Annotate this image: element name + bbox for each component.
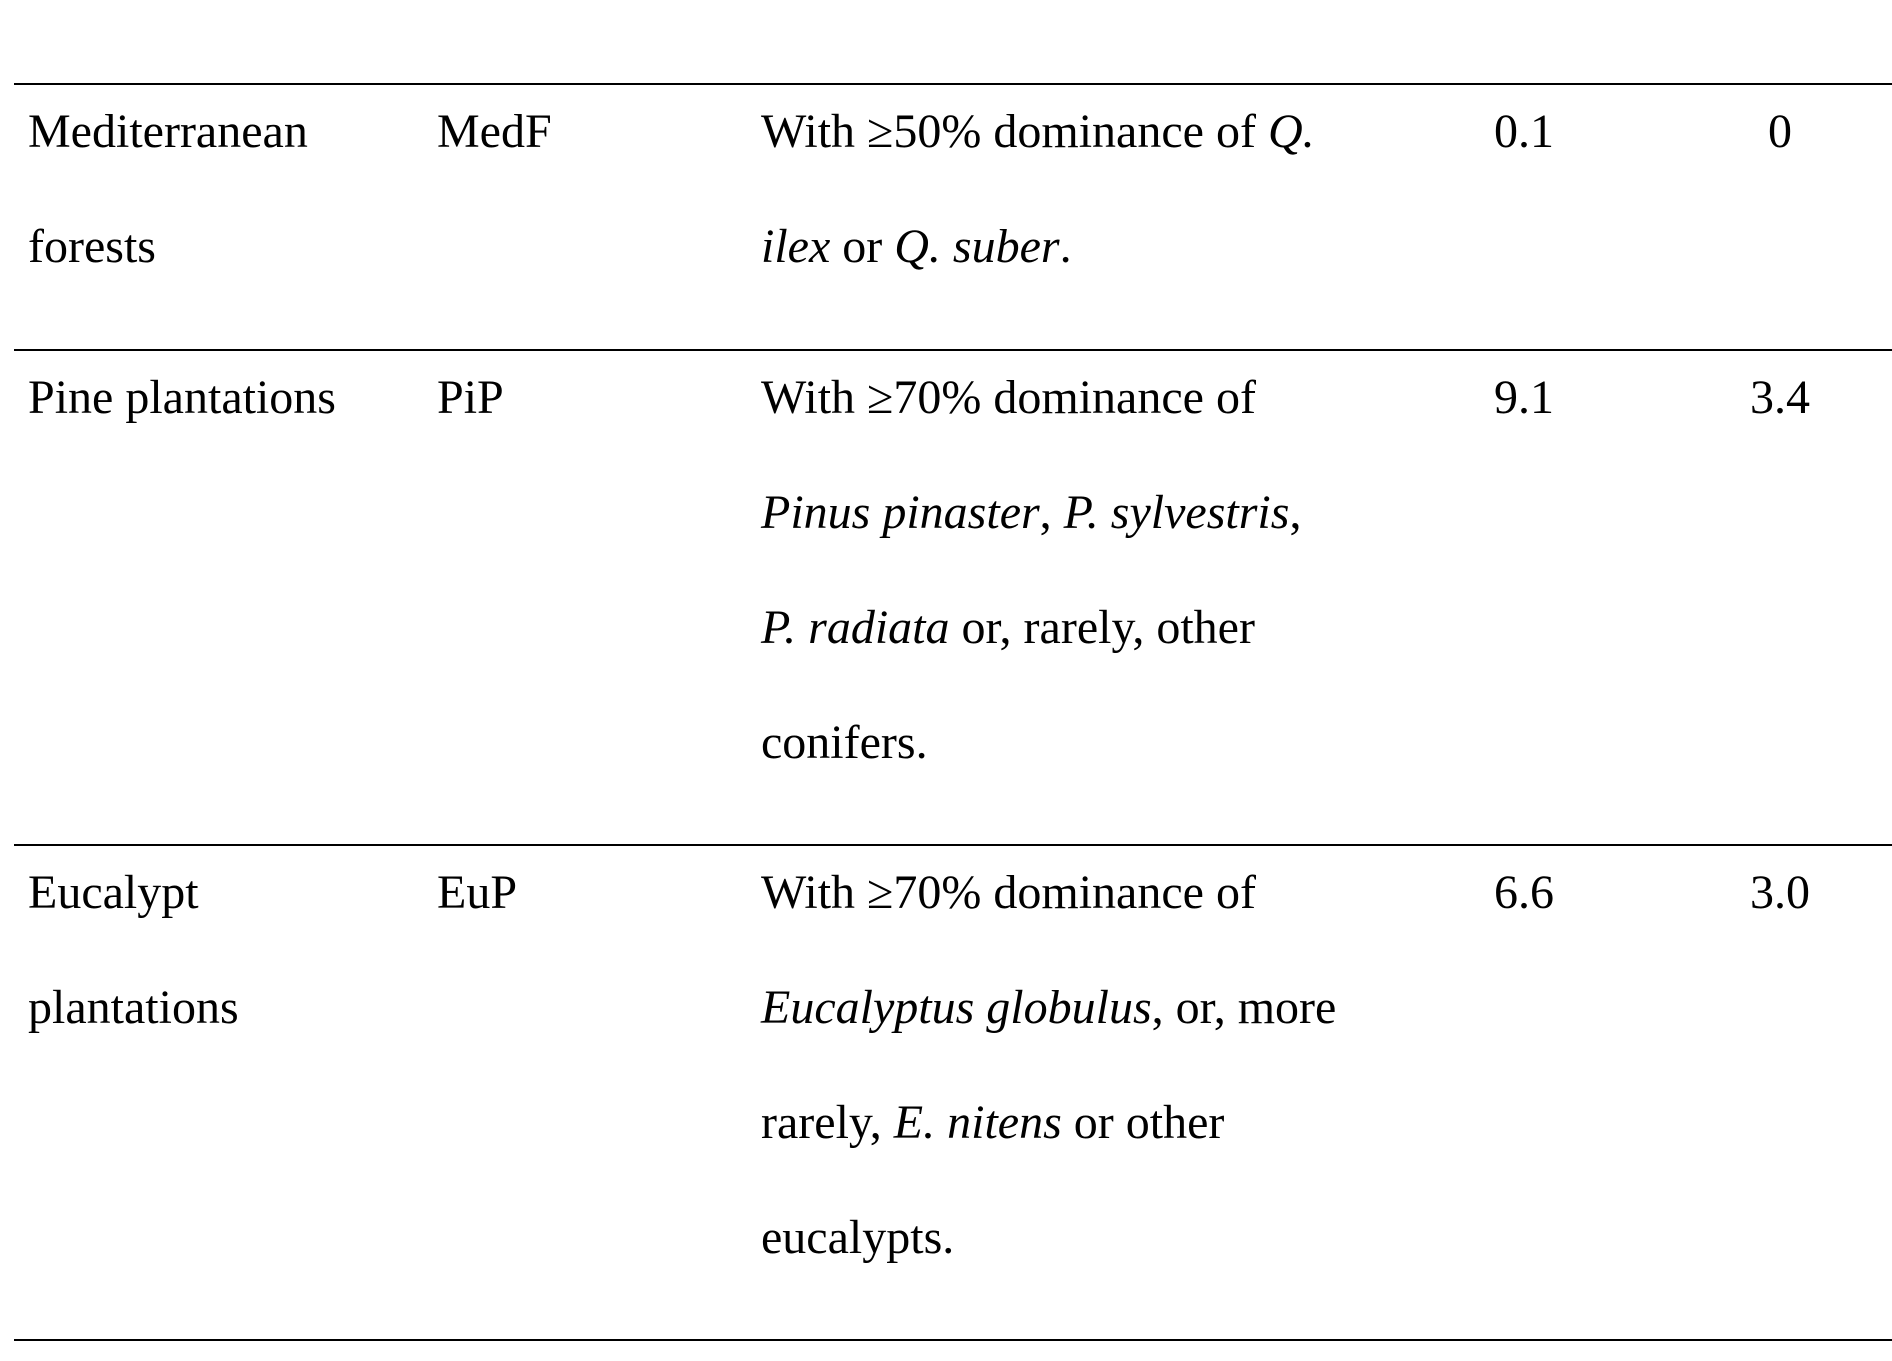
species-name-text: P. radiata [761,601,950,654]
species-name-text: Pinus pinaster [761,486,1040,539]
description-text: . [1059,220,1072,273]
description-text: or [830,220,895,273]
habitat-name-line: Mediterranean [28,105,308,158]
description-text: rarely, [761,1096,894,1149]
habitat-name-cell [28,74,308,304]
value-b-cell: 3.4 [1750,371,1810,424]
habitat-description-cell [761,74,1315,304]
species-name-text: Eucalyptus globulus [761,981,1152,1034]
habitat-code-cell: PiP [437,371,504,424]
habitat-name-line: Pine plantations [28,371,336,424]
species-name-text: E. nitens [893,1096,1062,1149]
description-line [761,835,1336,950]
description-text: , [1039,486,1064,539]
habitat-name-line: plantations [28,981,239,1034]
description-line [761,1180,1336,1295]
description-text: conifers. [761,716,928,769]
species-name-text: Q. suber [894,220,1060,273]
habitat-code-cell: EuP [437,866,518,919]
description-line [761,455,1301,570]
description-text: With ≥50% dominance of [761,105,1268,158]
species-name-text: ilex [761,220,831,273]
description-line [761,685,1301,800]
habitat-name-cell [28,340,336,455]
description-text: With ≥70% dominance of [761,866,1256,919]
species-name-text: P. sylvestris [1063,486,1290,539]
value-a-cell: 9.1 [1494,371,1554,424]
clipped-heading-text [760,0,1280,4]
habitat-name-line: forests [28,220,156,273]
habitat-name-cell [28,835,239,1065]
value-b-cell: 0 [1768,105,1792,158]
habitat-code-cell: MedF [437,105,552,158]
habitat-description-cell [761,340,1301,800]
description-text: With ≥70% dominance of [761,371,1256,424]
description-text: or, rarely, other [949,601,1255,654]
value-b-cell: 3.0 [1750,866,1810,919]
species-name-text: Q. [1267,105,1315,158]
description-line [761,74,1315,189]
description-line [761,950,1336,1065]
description-text: , [1289,486,1302,539]
description-line [761,189,1315,304]
value-a-cell: 0.1 [1494,105,1554,158]
description-text: eucalypts. [761,1211,955,1264]
description-line [761,340,1301,455]
value-a-cell: 6.6 [1494,866,1554,919]
table-rule-bottom [14,1339,1892,1341]
description-line [761,1065,1336,1180]
habitat-description-cell [761,835,1336,1295]
habitat-name-line: Eucalypt [28,866,199,919]
description-line [761,570,1301,685]
description-text: or other [1061,1096,1225,1149]
description-text: , or, more [1151,981,1337,1034]
